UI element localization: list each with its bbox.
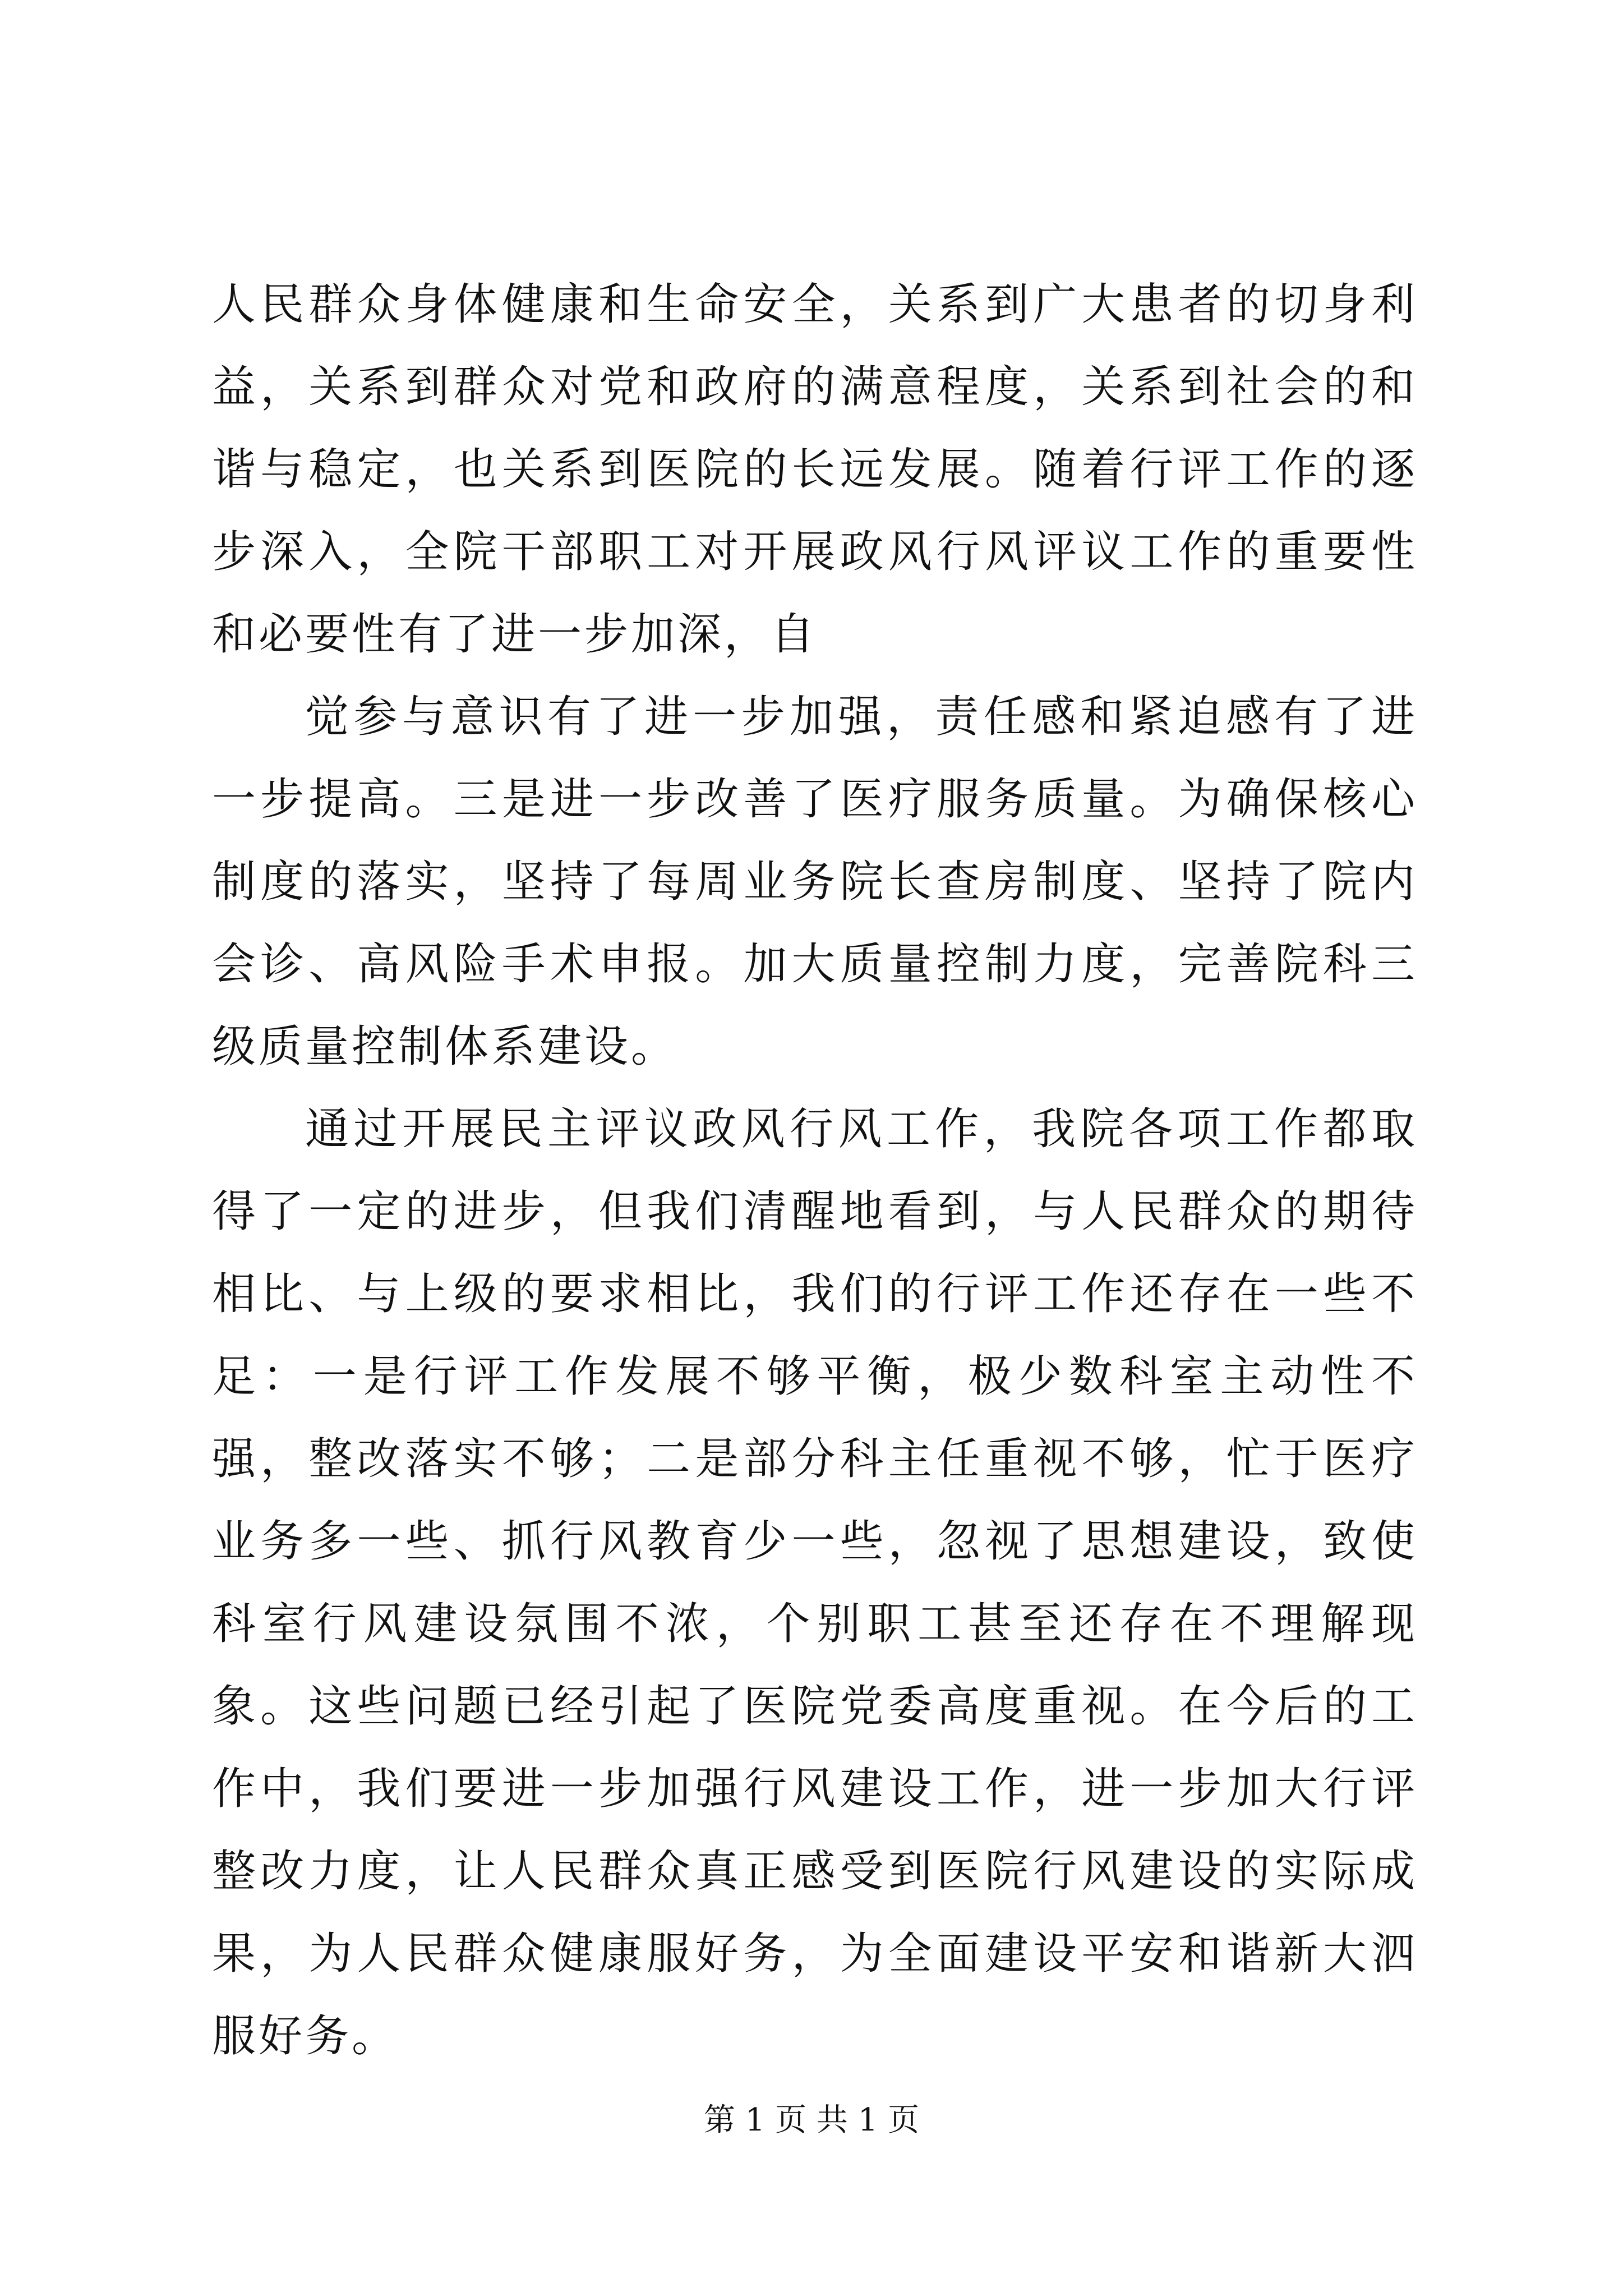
paragraph-continuation: 人民群众身体健康和生命安全，关系到广大患者的切身利益，关系到群众对党和政府的满意程度，关系到社会的和谐与稳定，也关系到医院的长远发展。随着行评工作的逐步深入，全院干部职工对开展政风行风评议工作的重要性和必要性有了进一步加深，自 bbox=[212, 279, 1418, 660]
page-footer: 第 1 页 共 1 页 bbox=[703, 2102, 920, 2138]
paragraph-shortcomings: 通过开展民主评议政风行风工作，我院各项工作都取得了一定的进步，但我们清醒地看到，与人民群众的期待相比、与上级的要求相比，我们的行评工作还存在一些不足：一是行评工作发展不够平衡，极少数科室主动性不强，整改落实不够；二是部分科主任重视不够，忙于医疗业务多一些、抓行风教育少一些，忽视了思想建设，致使科室行风建设氛围不浓，个别职工甚至还存在不理解现象。这些问题已经引起了医院党委高度重视。在今后的工作中，我们要进一步加强行风建设工作，进一步加大行评整改力度，让人民群众真正感受到医院行风建设的实际成果，为人民群众健康服好务，为全面建设平安和谐新大泗服好务。 bbox=[212, 1104, 1418, 2062]
document-body bbox=[212, 264, 1418, 2078]
paragraph-service-quality: 觉参与意识有了进一步加强，责任感和紧迫感有了进一步提高。三是进一步改善了医疗服务质量。为确保核心制度的落实，坚持了每周业务院长查房制度、坚持了院内会诊、高风险手术申报。加大质量控制力度，完善院科三级质量控制体系建设。 bbox=[212, 692, 1418, 1072]
